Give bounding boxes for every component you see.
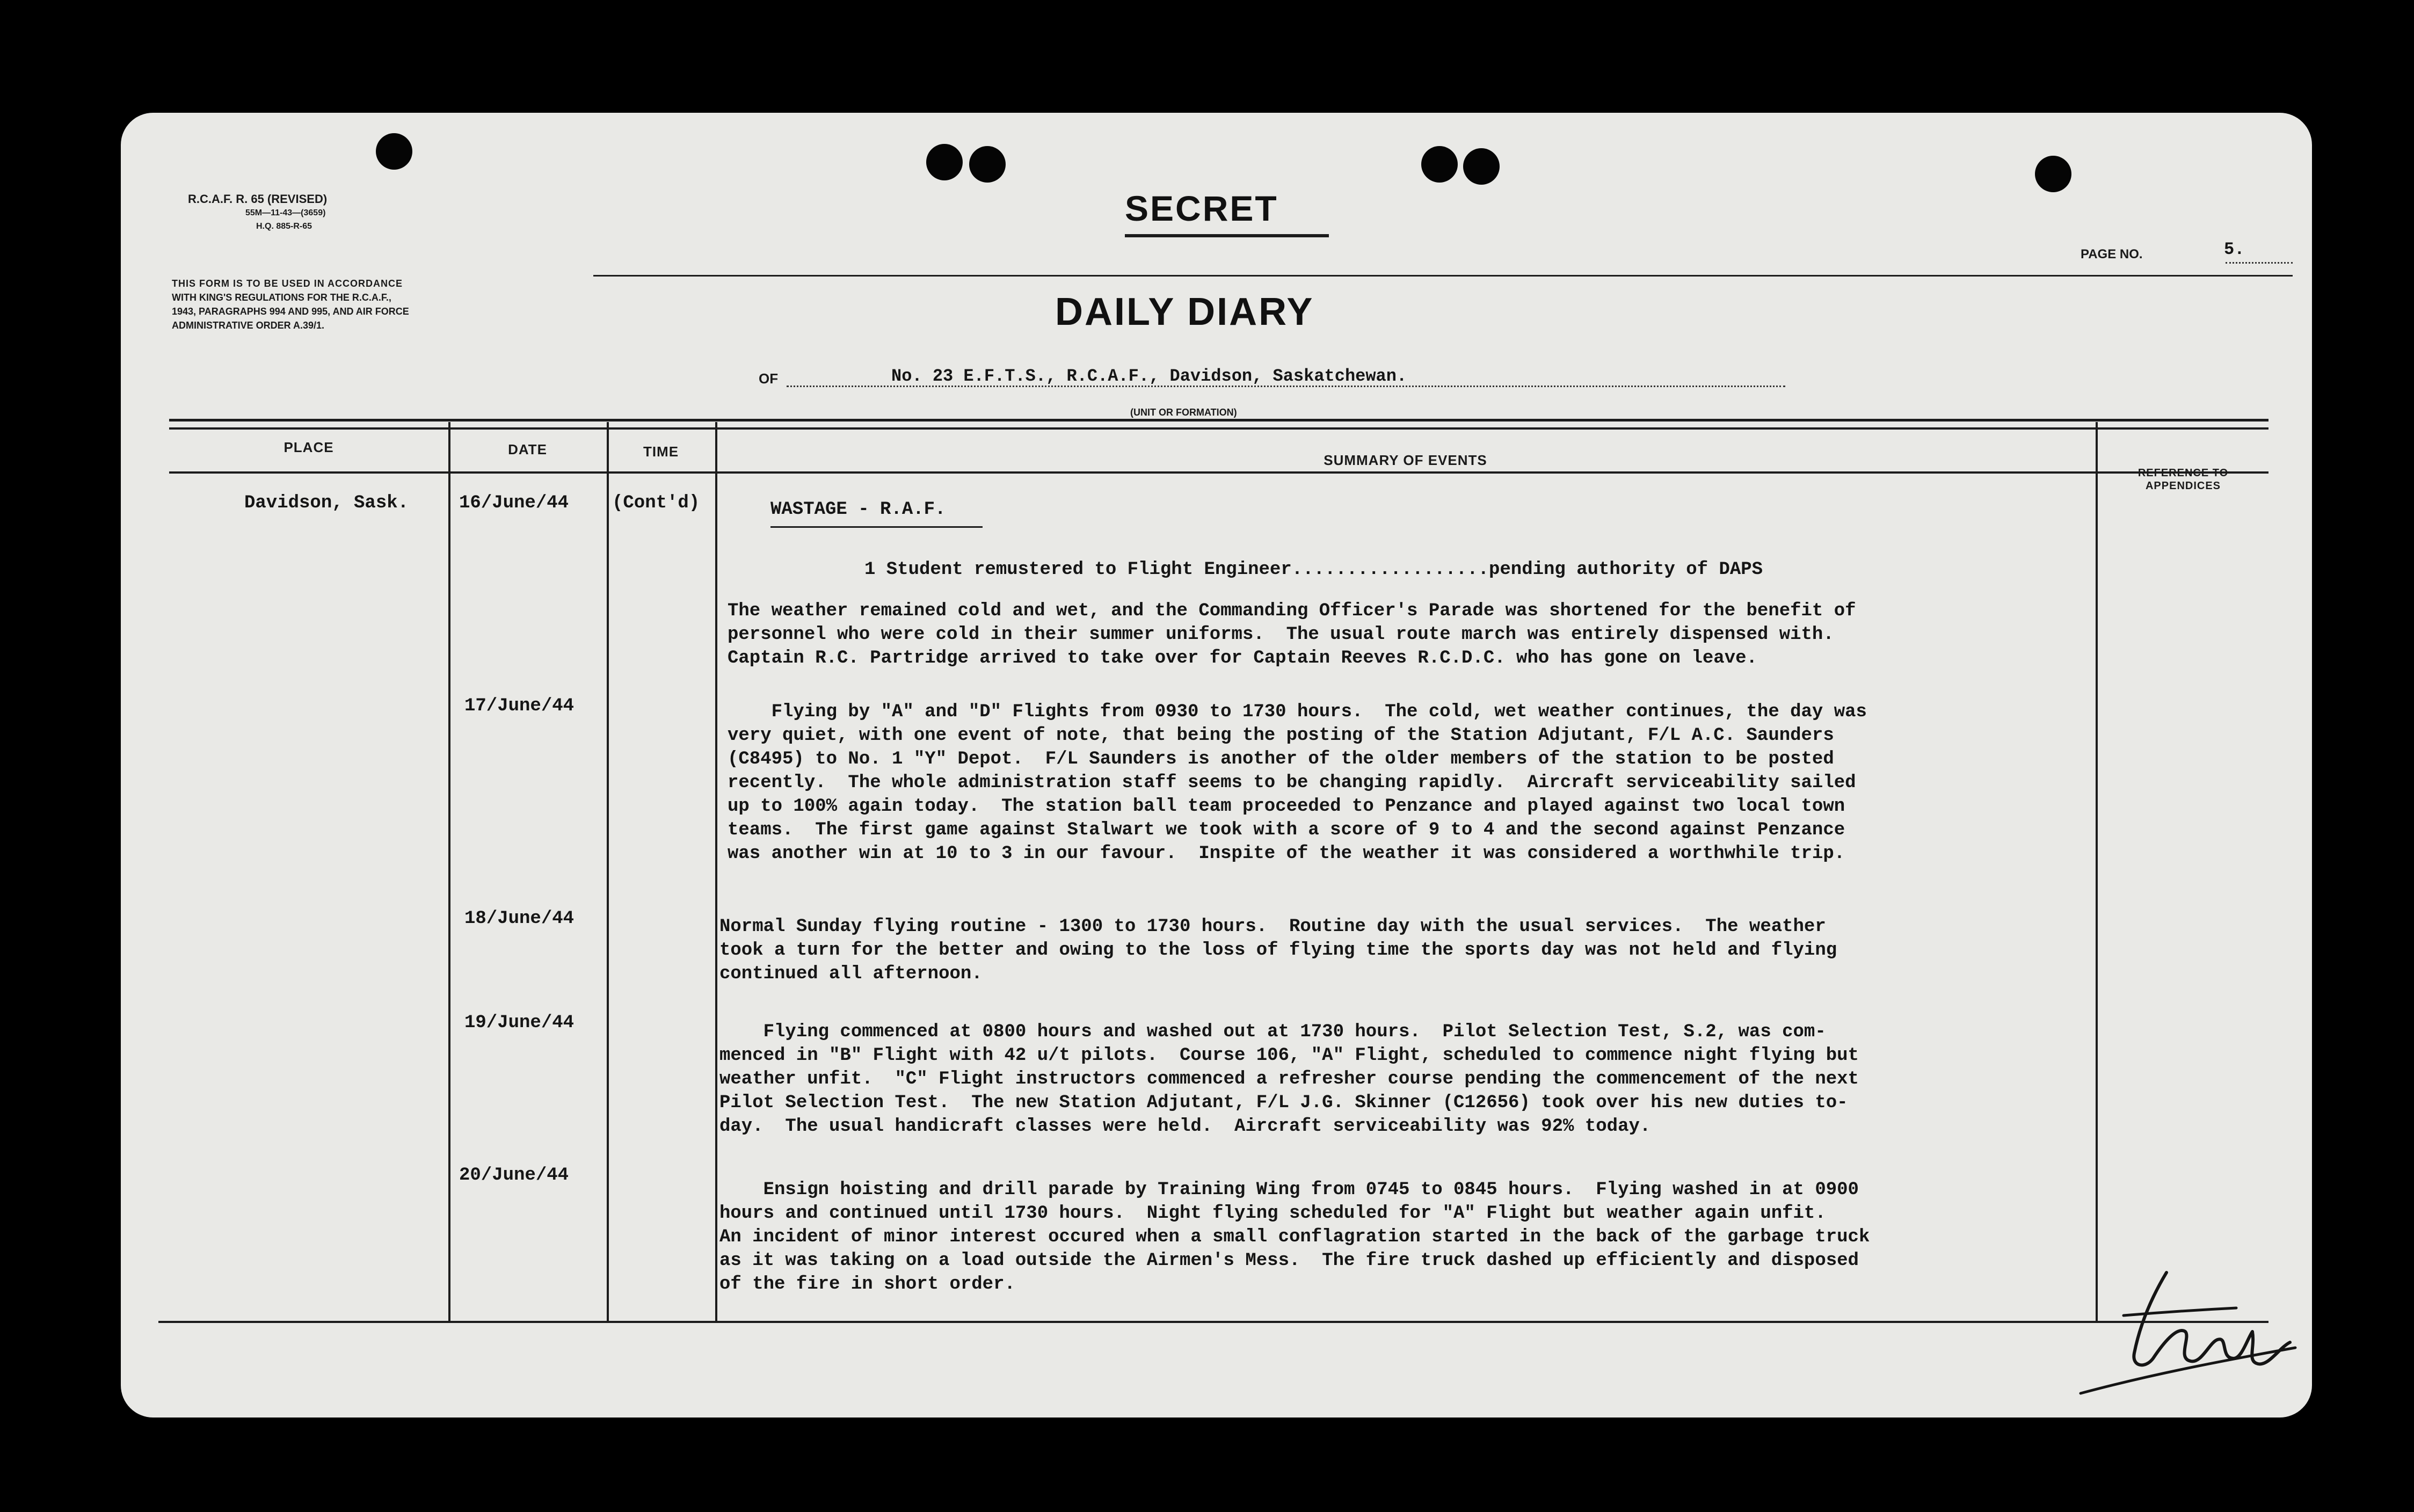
column-header-time: TIME [643,444,679,460]
entry-paragraph: Flying commenced at 0800 hours and washed out at 1730 hours. Pilot Selection Test, S.2, was com- menced in "B" Flight with 42 u/t pilots. Course 106, "A" Flight, scheduled to commence night flying but weather unfit. "C" Flight instructors commenced a refresher course pending the commencement of the next Pilot Selection Test. The new Station Adjutant, F/L J.G. Skinner (C12656) took over his new duties to- day. The usual handicraft classes were held. Aircraft serviceability was 92% today. [719,1022,1859,1137]
column-header-place: PLACE [283,439,334,455]
column-divider [448,422,450,1321]
hq-reference: H.Q. 885-R-65 [256,222,312,231]
of-label: OF [759,370,779,387]
table-top-rule-2 [169,427,2268,430]
column-divider [2096,422,2098,1321]
form-instruction-line: WITH KING'S REGULATIONS FOR THE R.C.A.F., [172,292,391,303]
column-header-summary: SUMMARY OF EVENTS [1324,452,1487,468]
punch-hole [969,146,1006,183]
entry-paragraph: Ensign hoisting and drill parade by Training Wing from 0745 to 0845 hours. Flying washed in at 0900 hours and continued until 1730 hours. Night flying scheduled for "A" Flight but weather again unfit. An incident of minor interest occured when a small conflagration started in the back of the garbage truck as it was taking on a load outside the Airmen's Mess. The fire truck dashed up efficiently and disposed of the fire in short order. [719,1180,1870,1295]
date-cell: 17/June/44 [464,696,575,716]
diary-sheet [121,113,2312,1418]
header-rule [593,275,2293,277]
wastage-heading: WASTAGE - R.A.F. [770,499,946,520]
entry-paragraph: Flying by "A" and "D" Flights from 0930 to 1730 hours. The cold, wet weather continues, the day was very quiet, with one event of note, that being the posting of the Station Adjutant, F/L A.C. Saunders (C8495) to No. 1 "Y" Depot. F/L Saunders is another of the older members of the station to be posted recently. The whole administration staff seems to be changing rapidly. Aircraft serviceability sailed up to 100% again today. The station ball team proceeded to Penzance and played against two local town teams. The first game against Stalwart we took with a score of 9 to 4 and the second against Penzance was another win at 10 to 3 in our favour. Inspite of the weather it was considered a worthwhile trip. [728,702,1867,864]
page-label: PAGE NO. [2081,247,2143,261]
date-cell: 20/June/44 [459,1165,569,1186]
handwritten-initials [2043,1267,2301,1407]
classification-stamp: SECRET [1125,188,1278,228]
time-cell: (Cont'd) [612,493,700,513]
date-cell: 19/June/44 [464,1013,575,1033]
form-instruction-line: ADMINISTRATIVE ORDER A.39/1. [172,320,325,331]
form-instruction-line: THIS FORM IS TO BE USED IN ACCORDANCE [172,278,403,289]
unit-name: No. 23 E.F.T.S., R.C.A.F., Davidson, Saskatchewan. [891,366,1407,386]
punch-hole [1421,146,1458,183]
classification-underline [1125,234,1329,237]
column-header-date: DATE [508,441,547,457]
date-cell: 18/June/44 [464,908,575,929]
punch-hole [376,133,412,170]
wastage-line: 1 Student remustered to Flight Engineer..................pending authority of DAPS [864,559,1763,580]
entry-paragraph: The weather remained cold and wet, and the Commanding Officer's Parade was shortened for the benefit of personnel who were cold in their summer uniforms. The usual route march was entirely dispensed with. Captain R.C. Partridge arrived to take over for Captain Reeves R.C.D.C. who has gone on leave. [728,601,1856,668]
diary-title: DAILY DIARY [1055,290,1314,333]
table-top-rule [169,419,2268,421]
date-cell: 16/June/44 [459,493,569,513]
column-header-reference: APPENDICES [2145,480,2221,492]
form-instruction-line: 1943, PARAGRAPHS 994 AND 995, AND AIR FORCE [172,306,409,317]
entry-paragraph: Normal Sunday flying routine - 1300 to 1730 hours. Routine day with the usual services. The weather took a turn for the better and owing to the loss of flying time the sports day was not held and flying continued all afternoon. [719,917,1837,984]
wastage-heading-underline [770,526,983,528]
column-divider [715,422,717,1321]
column-header-rule [169,471,2268,474]
form-number: R.C.A.F. R. 65 (REVISED) [188,192,328,206]
page-number-line [2226,262,2293,264]
form-code: 55M—11-43—(3659) [245,208,326,217]
place-cell: Davidson, Sask. [244,493,409,513]
punch-hole [2035,156,2071,192]
punch-hole [926,144,963,180]
unit-caption: (UNIT OR FORMATION) [1130,407,1237,418]
page-number: 5. [2224,239,2245,259]
table-bottom-rule [158,1321,2268,1323]
column-header-reference: REFERENCE TO [2137,467,2229,479]
punch-hole [1463,148,1500,185]
column-divider [607,422,609,1321]
